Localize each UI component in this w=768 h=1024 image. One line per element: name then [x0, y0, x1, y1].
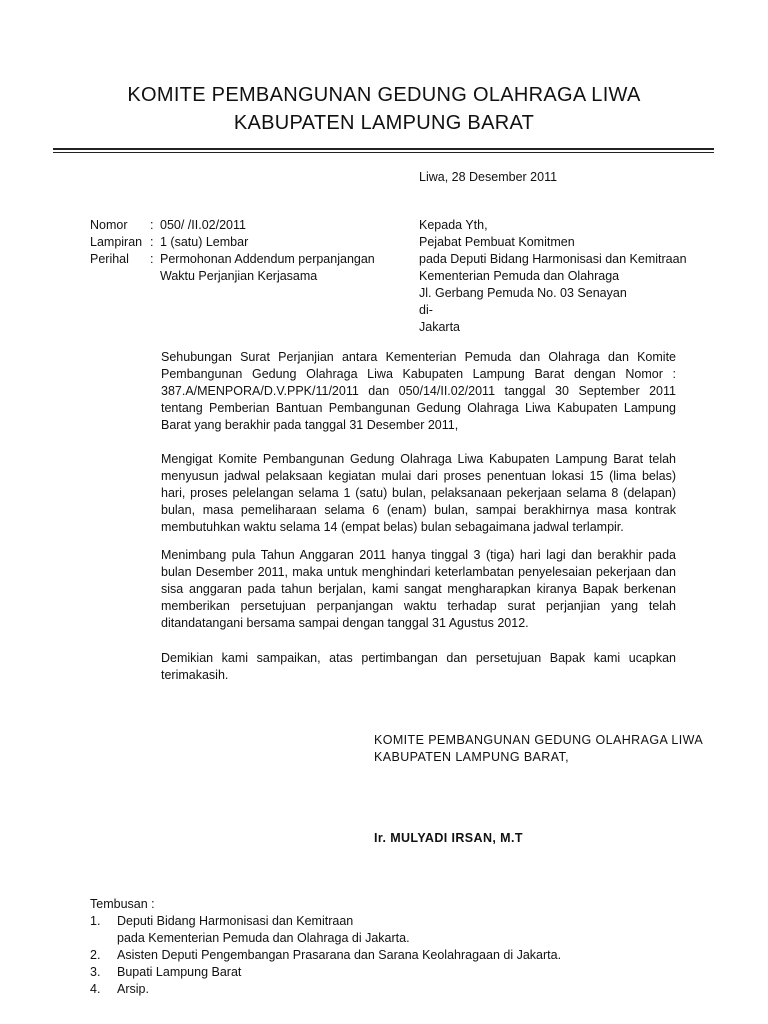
tembusan-item-2-line-1: Asisten Deputi Pengembangan Prasarana dan Sarana Keolahragaan di Jakarta. [117, 948, 562, 962]
body-paragraph-2: Mengigat Komite Pembangunan Gedung Olahraga Liwa Kabupaten Lampung Barat telah menyusun jadwal pelaksaan kegiatan mulai dari proses penentuan lokasi 15 (lima belas) hari, proses pelelangan selama 1 (satu) bulan, pelaksanaan pekerjaan selama 8 (delapan) bulan, masa pemeliharaan selama 6 (enam) bulan, sampai berakhirnya masa kontrak membutuhkan waktu selama 14 (empat belas) bulan sebagaimana jadwal terlampir. [161, 452, 676, 534]
nomor-label: Nomor [90, 218, 128, 232]
recipient-line-2: Pejabat Pembuat Komitmen [419, 235, 575, 249]
lampiran-label: Lampiran [90, 235, 143, 249]
recipient-line-7: Jakarta [419, 320, 460, 334]
letter-date: Liwa, 28 Desember 2011 [419, 170, 558, 184]
recipient-line-5: Jl. Gerbang Pemuda No. 03 Senayan [419, 286, 627, 300]
tembusan-item-4-number: 4. [90, 982, 101, 996]
lampiran-value: 1 (satu) Lembar [160, 235, 249, 249]
letterhead-rule-thick [53, 148, 714, 150]
tembusan-item-3-number: 3. [90, 965, 101, 979]
recipient-line-6: di- [419, 303, 433, 317]
recipient-line-1: Kepada Yth, [419, 218, 488, 232]
tembusan-item-4-line-1: Arsip. [117, 982, 149, 996]
letterhead-rule-thin [53, 152, 714, 153]
tembusan-item-1-line-2: pada Kementerian Pemuda dan Olahraga di Jakarta. [117, 931, 410, 945]
tembusan-item-3-line-1: Bupati Lampung Barat [117, 965, 242, 979]
recipient-line-4: Kementerian Pemuda dan Olahraga [419, 269, 620, 283]
letterhead-line-2: KABUPATEN LAMPUNG BARAT [233, 112, 535, 134]
nomor-value: 050/ /II.02/2011 [160, 218, 246, 232]
signatory-name: Ir. MULYADI IRSAN, M.T [374, 831, 523, 845]
perihal-value-line-2: Waktu Perjanjian Kerjasama [160, 269, 318, 283]
body-paragraph-3: Menimbang pula Tahun Anggaran 2011 hanya tinggal 3 (tiga) hari lagi dan berakhir pada bulan Desember 2011, maka untuk menghindari keterlambatan penyelesaian pekerjaan dan sisa anggaran pada tahun berjalan, kami sangat mengharapkan kiranya Bapak berkenan memberikan persetujuan perpanjangan waktu terhadap surat perjanjian yang telah ditandatangani bersama sampai dengan tanggal 31 Agustus 2012. [161, 548, 676, 630]
body-paragraph-4: Demikian kami sampaikan, atas pertimbangan dan persetujuan Bapak kami ucapkan terimakasih. [161, 651, 676, 682]
signature-org-line-2: KABUPATEN LAMPUNG BARAT, [374, 750, 570, 764]
tembusan-item-1-line-1: Deputi Bidang Harmonisasi dan Kemitraan [117, 914, 354, 928]
recipient-line-3: pada Deputi Bidang Harmonisasi dan Kemitraan [419, 252, 687, 266]
tembusan-item-2-number: 2. [90, 948, 101, 962]
tembusan-title: Tembusan : [90, 897, 155, 911]
signature-org-line-1: KOMITE PEMBANGUNAN GEDUNG OLAHRAGA LIWA [374, 733, 704, 747]
body-paragraph-1: Sehubungan Surat Perjanjian antara Kementerian Pemuda dan Olahraga dan Komite Pembangunan Gedung Olahraga Liwa Kabupaten Lampung Barat dengan Nomor : 387.A/MENPORA/D.V.PPK/11/2011 dan 050/14/II.02/2011 tanggal 30 September 2011 tentang Pemberian Bantuan Pembangunan Gedung Olahraga Liwa Kabupaten Lampung Barat yang berakhir pada tanggal 31 Desember 2011, [161, 350, 676, 432]
perihal-colon: : [150, 252, 154, 266]
perihal-value-line-1: Permohonan Addendum perpanjangan [160, 252, 375, 266]
nomor-colon: : [150, 218, 154, 232]
perihal-label: Perihal [90, 252, 129, 266]
lampiran-colon: : [150, 235, 154, 249]
letterhead-line-1: KOMITE PEMBANGUNAN GEDUNG OLAHRAGA LIWA [127, 84, 641, 106]
tembusan-item-1-number: 1. [90, 914, 101, 928]
